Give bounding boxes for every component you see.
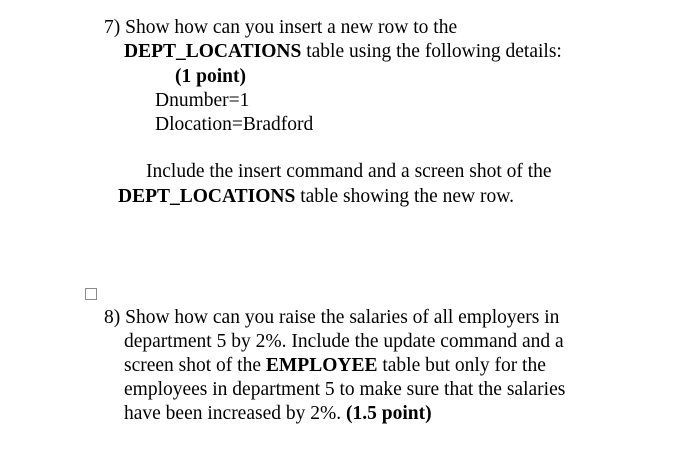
question-checkbox[interactable] bbox=[85, 288, 97, 300]
q7-points: (1 point) bbox=[175, 66, 246, 87]
q7-table-name: DEPT_LOCATIONS bbox=[124, 41, 302, 62]
q7-line-2: DEPT_LOCATIONS table using the following details: bbox=[124, 41, 562, 62]
q8-table-name: EMPLOYEE bbox=[265, 355, 378, 376]
q7-line-1: 7) Show how can you insert a new row to the bbox=[104, 17, 458, 38]
q7-include-table-name: DEPT_LOCATIONS bbox=[118, 186, 296, 207]
q7-include-line-2: DEPT_LOCATIONS table showing the new row. bbox=[118, 186, 514, 207]
q8-line-4: employees in department 5 to make sure that the salaries bbox=[124, 379, 566, 400]
q7-dnumber: Dnumber=1 bbox=[155, 90, 250, 111]
q8-line-1: 8) Show how can you raise the salaries of all employers in bbox=[104, 307, 560, 328]
q8-line-3: screen shot of the EMPLOYEE table but only for the bbox=[124, 355, 546, 376]
q7-dlocation: Dlocation=Bradford bbox=[155, 114, 314, 135]
q8-points: (1.5 point) bbox=[345, 403, 432, 424]
q8-line-2: department 5 by 2%. Include the update command and a bbox=[124, 331, 564, 352]
q8-line-5: have been increased by 2%. (1.5 point) bbox=[124, 403, 432, 424]
q7-include-line-1: Include the insert command and a screen shot of the bbox=[146, 161, 552, 182]
